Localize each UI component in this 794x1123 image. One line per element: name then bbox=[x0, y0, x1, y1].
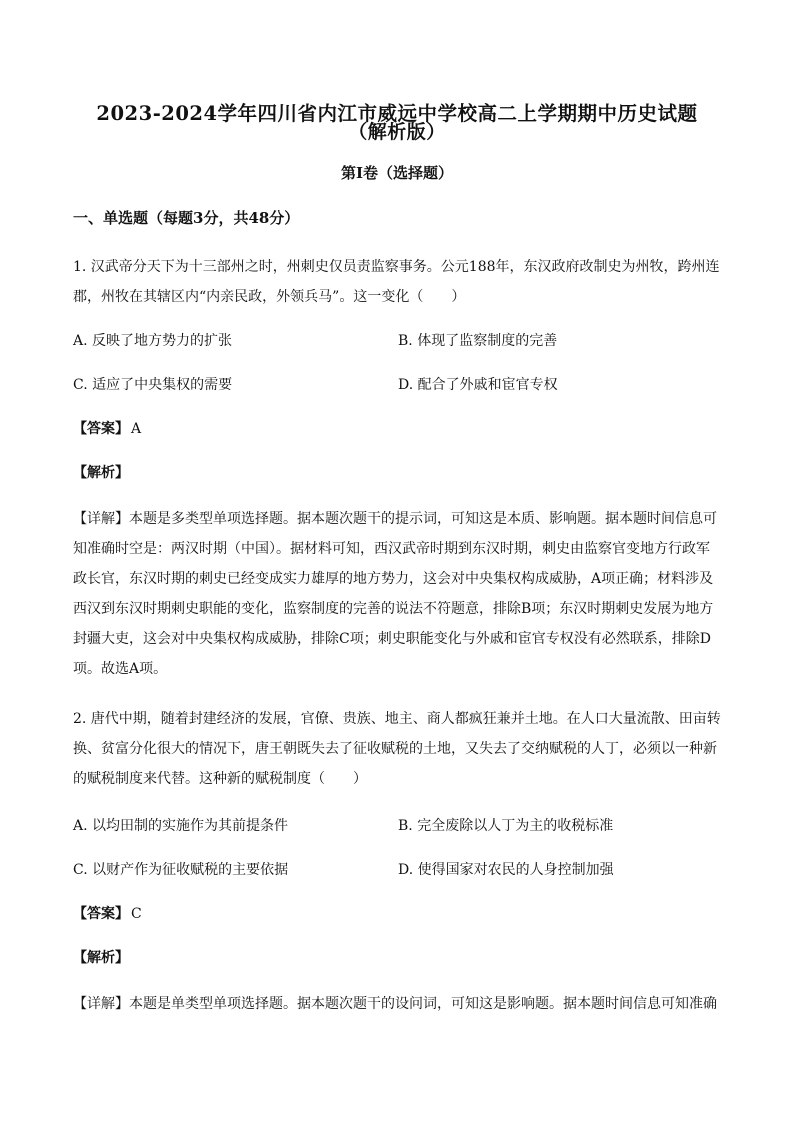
question-2-option-c: C. 以财产作为征收赋税的主要依据 bbox=[73, 862, 289, 878]
question-1-option-d: D. 配合了外戚和宦官专权 bbox=[398, 377, 558, 393]
question-1-detail-line-3: 政长官，东汉时期的刺史已经变成实力雄厚的地方势力，这会对中央集权构成威胁，A项正确；材料涉及 bbox=[73, 571, 714, 587]
question-1-stem-line-2: 郡，州牧在其辖区内“内亲民政，外领兵马”。这一变化（ ） bbox=[73, 289, 466, 305]
question-1-detail-line-1: 【详解】本题是多类型单项选择题。据本题次题干的提示词，可知这是本质、影响题。据本题时间信息可 bbox=[73, 511, 717, 527]
document-title: 2023-2024学年四川省内江市威远中学校高二上学期期中历史试题 bbox=[96, 102, 698, 125]
question-1-answer bbox=[73, 418, 141, 438]
question-2-stem-line-2: 换、贫富分化很大的情况下，唐王朝既失去了征收赋税的土地，又失去了交纳赋税的人丁，必须以一种新 bbox=[73, 741, 717, 757]
question-2-option-b: B. 完全废除以人丁为主的收税标准 bbox=[398, 818, 614, 834]
question-1-option-c: C. 适应了中央集权的需要 bbox=[73, 377, 233, 393]
question-1-option-b: B. 体现了监察制度的完善 bbox=[398, 333, 558, 349]
question-1-detail-line-5: 封疆大吏，这会对中央集权构成威胁，排除C项；刺史职能变化与外戚和宦官专权没有必然联系，排除D bbox=[73, 631, 711, 647]
question-2-option-a: A. 以均田制的实施作为其前提条件 bbox=[73, 818, 289, 834]
answer-label: 【答案】 bbox=[73, 421, 129, 437]
question-1-analysis-label: 【解析】 bbox=[73, 465, 129, 481]
question-2-answer bbox=[73, 903, 142, 923]
question-2-stem-line-3: 的赋税制度来代替。这种新的赋税制度（ ） bbox=[73, 771, 367, 787]
question-1-option-a: A. 反映了地方势力的扩张 bbox=[73, 333, 233, 349]
question-2-option-d: D. 使得国家对农民的人身控制加强 bbox=[398, 862, 614, 878]
answer-value: C bbox=[131, 906, 142, 922]
question-1-detail-line-4: 西汉到东汉时期刺史职能的变化，监察制度的完善的说法不符题意，排除B项；东汉时期刺史发展为地方 bbox=[73, 601, 714, 617]
document-title-suffix: （解析版） bbox=[348, 121, 446, 143]
question-1-stem-line-1: 1. 汉武帝分天下为十三部州之时，州刺史仅员责监察事务。公元188年，东汉政府改制史为州牧，跨州连 bbox=[73, 259, 720, 275]
question-2-detail-line-1: 【详解】本题是单类型单项选择题。据本题次题干的设问词，可知这是影响题。据本题时间信息可知准确 bbox=[73, 996, 717, 1012]
question-2-analysis-label: 【解析】 bbox=[73, 950, 129, 966]
question-2-stem-line-1: 2. 唐代中期，随着封建经济的发展，官僚、贵族、地主、商人都疯狂兼并土地。在人口大量流散、田亩转 bbox=[73, 711, 721, 727]
part-heading: 一、单选题（每题3分，共48分） bbox=[73, 209, 300, 227]
question-1-detail-line-6: 项。故选A项。 bbox=[73, 661, 168, 677]
question-1-detail-line-2: 知准确时空是：两汉时期（中国）。据材料可知，西汉武帝时期到东汉时期，刺史由监察官变地方行政军 bbox=[73, 541, 710, 557]
answer-label: 【答案】 bbox=[73, 906, 129, 922]
answer-value: A bbox=[131, 421, 142, 437]
volume-heading: 第Ⅰ卷（选择题） bbox=[340, 164, 454, 182]
